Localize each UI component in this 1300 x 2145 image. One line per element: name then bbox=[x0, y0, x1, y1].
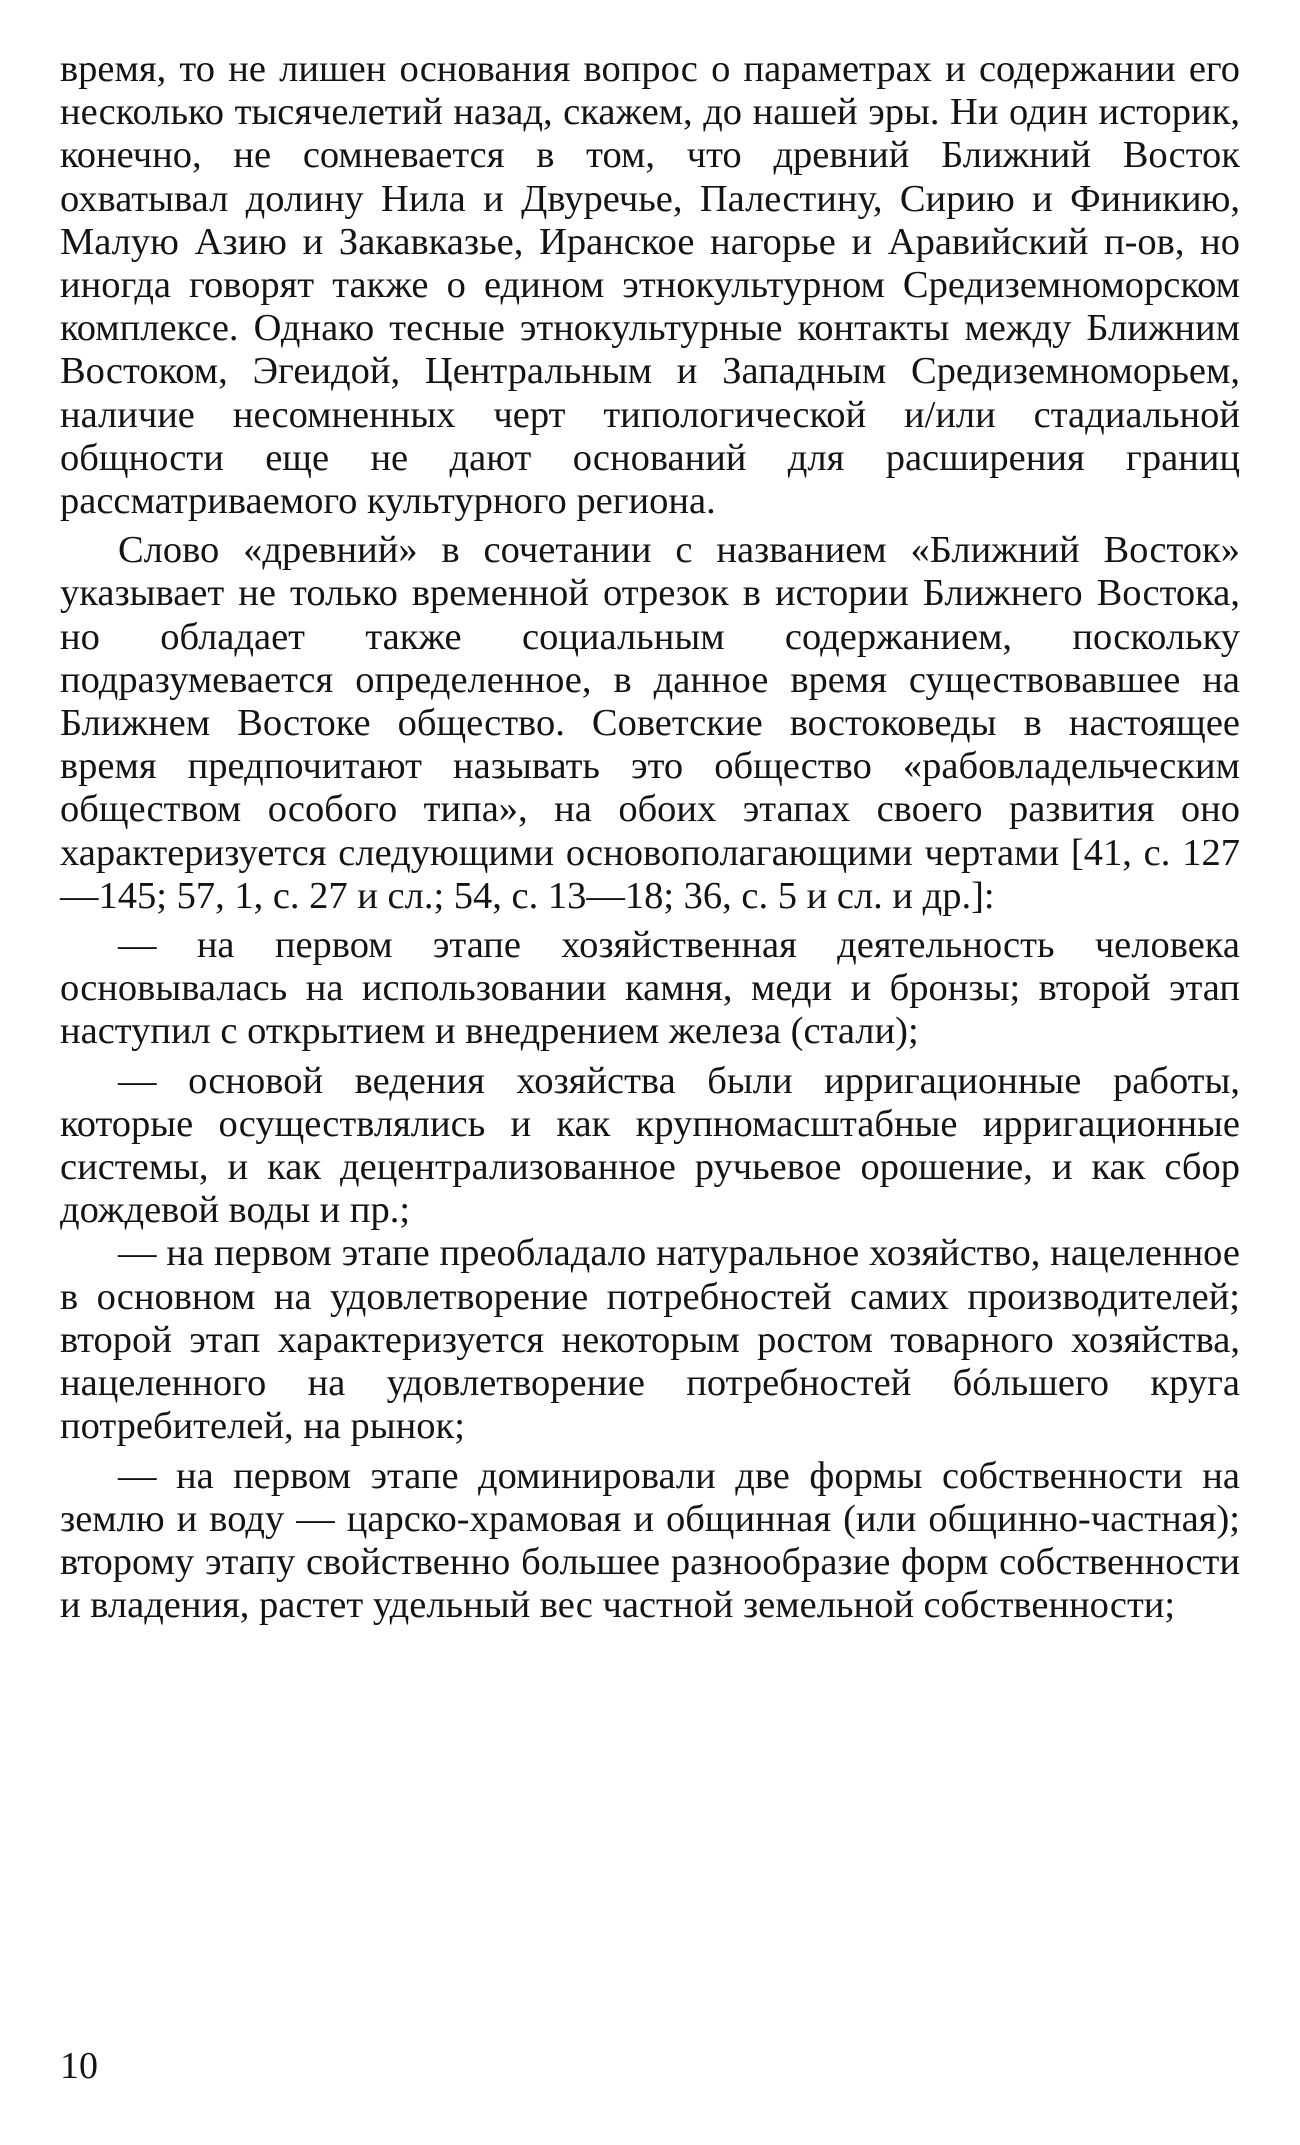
page-number: 10 bbox=[60, 2045, 98, 2087]
list-item-stone-bronze-iron: — на первом этапе хозяйственная деятельность человека основывалась на использовании камня, меди и бронзы; второй этап наступил с открытием и внедрением железа (стали); bbox=[60, 924, 1240, 1053]
list-item-natural-economy: — на первом этапе преобладало натуральное хозяйство, нацеленное в основном на удовлетворение потребностей самих производителей; второй этап характеризуется некоторым ростом товарного хозяйства, нацеленного на удовлетворение потребностей бóльшего круга потребителей, на рынок; bbox=[60, 1232, 1240, 1448]
paragraph-continuation: время, то не лишен основания вопрос о параметрах и содержании его несколько тысячелетий назад, скажем, до нашей эры. Ни один историк, конечно, не сомневается в том, что древний Ближний Восток охватывал долину Нила и Двуречье, Палестину, Сирию и Финикию, Малую Азию и Закавказье, Иранское нагорье и Аравийский п-ов, но иногда говорят также о едином этнокультурном Средиземноморском комплексе. Однако тесные этнокультурные контакты между Ближним Востоком, Эгеидой, Центральным и Западным Средиземноморьем, наличие несомненных черт типологической и/или стадиальной общности еще не дают оснований для расширения границ рассматриваемого культурного региона. bbox=[60, 48, 1240, 523]
paragraph-ancient-near-east: Слово «древний» в сочетании с названием «Ближний Восток» указывает не только временной отрезок в истории Ближнего Востока, но обладает также социальным содержанием, поскольку подразумевается определенное, в данное время существовавшее на Ближнем Востоке общество. Советские востоковеды в настоящее время предпочитают называть это общество «рабовладельческим обществом особого типа», на обоих этапах своего развития оно характеризуется следующими основополагающими чертами [41, с. 127—145; 57, 1, с. 27 и сл.; 54, с. 13—18; 36, с. 5 и сл. и др.]: bbox=[60, 529, 1240, 917]
list-item-property-forms: — на первом этапе доминировали две формы собственности на землю и воду — царско-храмовая и общинная (или общинно-частная); второму этапу свойственно большее разнообразие форм собственности и владения, растет удельный вес частной земельной собственности; bbox=[60, 1454, 1240, 1627]
list-item-irrigation: — основой ведения хозяйства были ирригационные работы, которые осуществлялись и как крупномасштабные ирригационные системы, и как децентрализованное ручьевое орошение, и как сбор дождевой воды и пр.; bbox=[60, 1059, 1240, 1232]
page-text bbox=[60, 48, 1240, 1627]
